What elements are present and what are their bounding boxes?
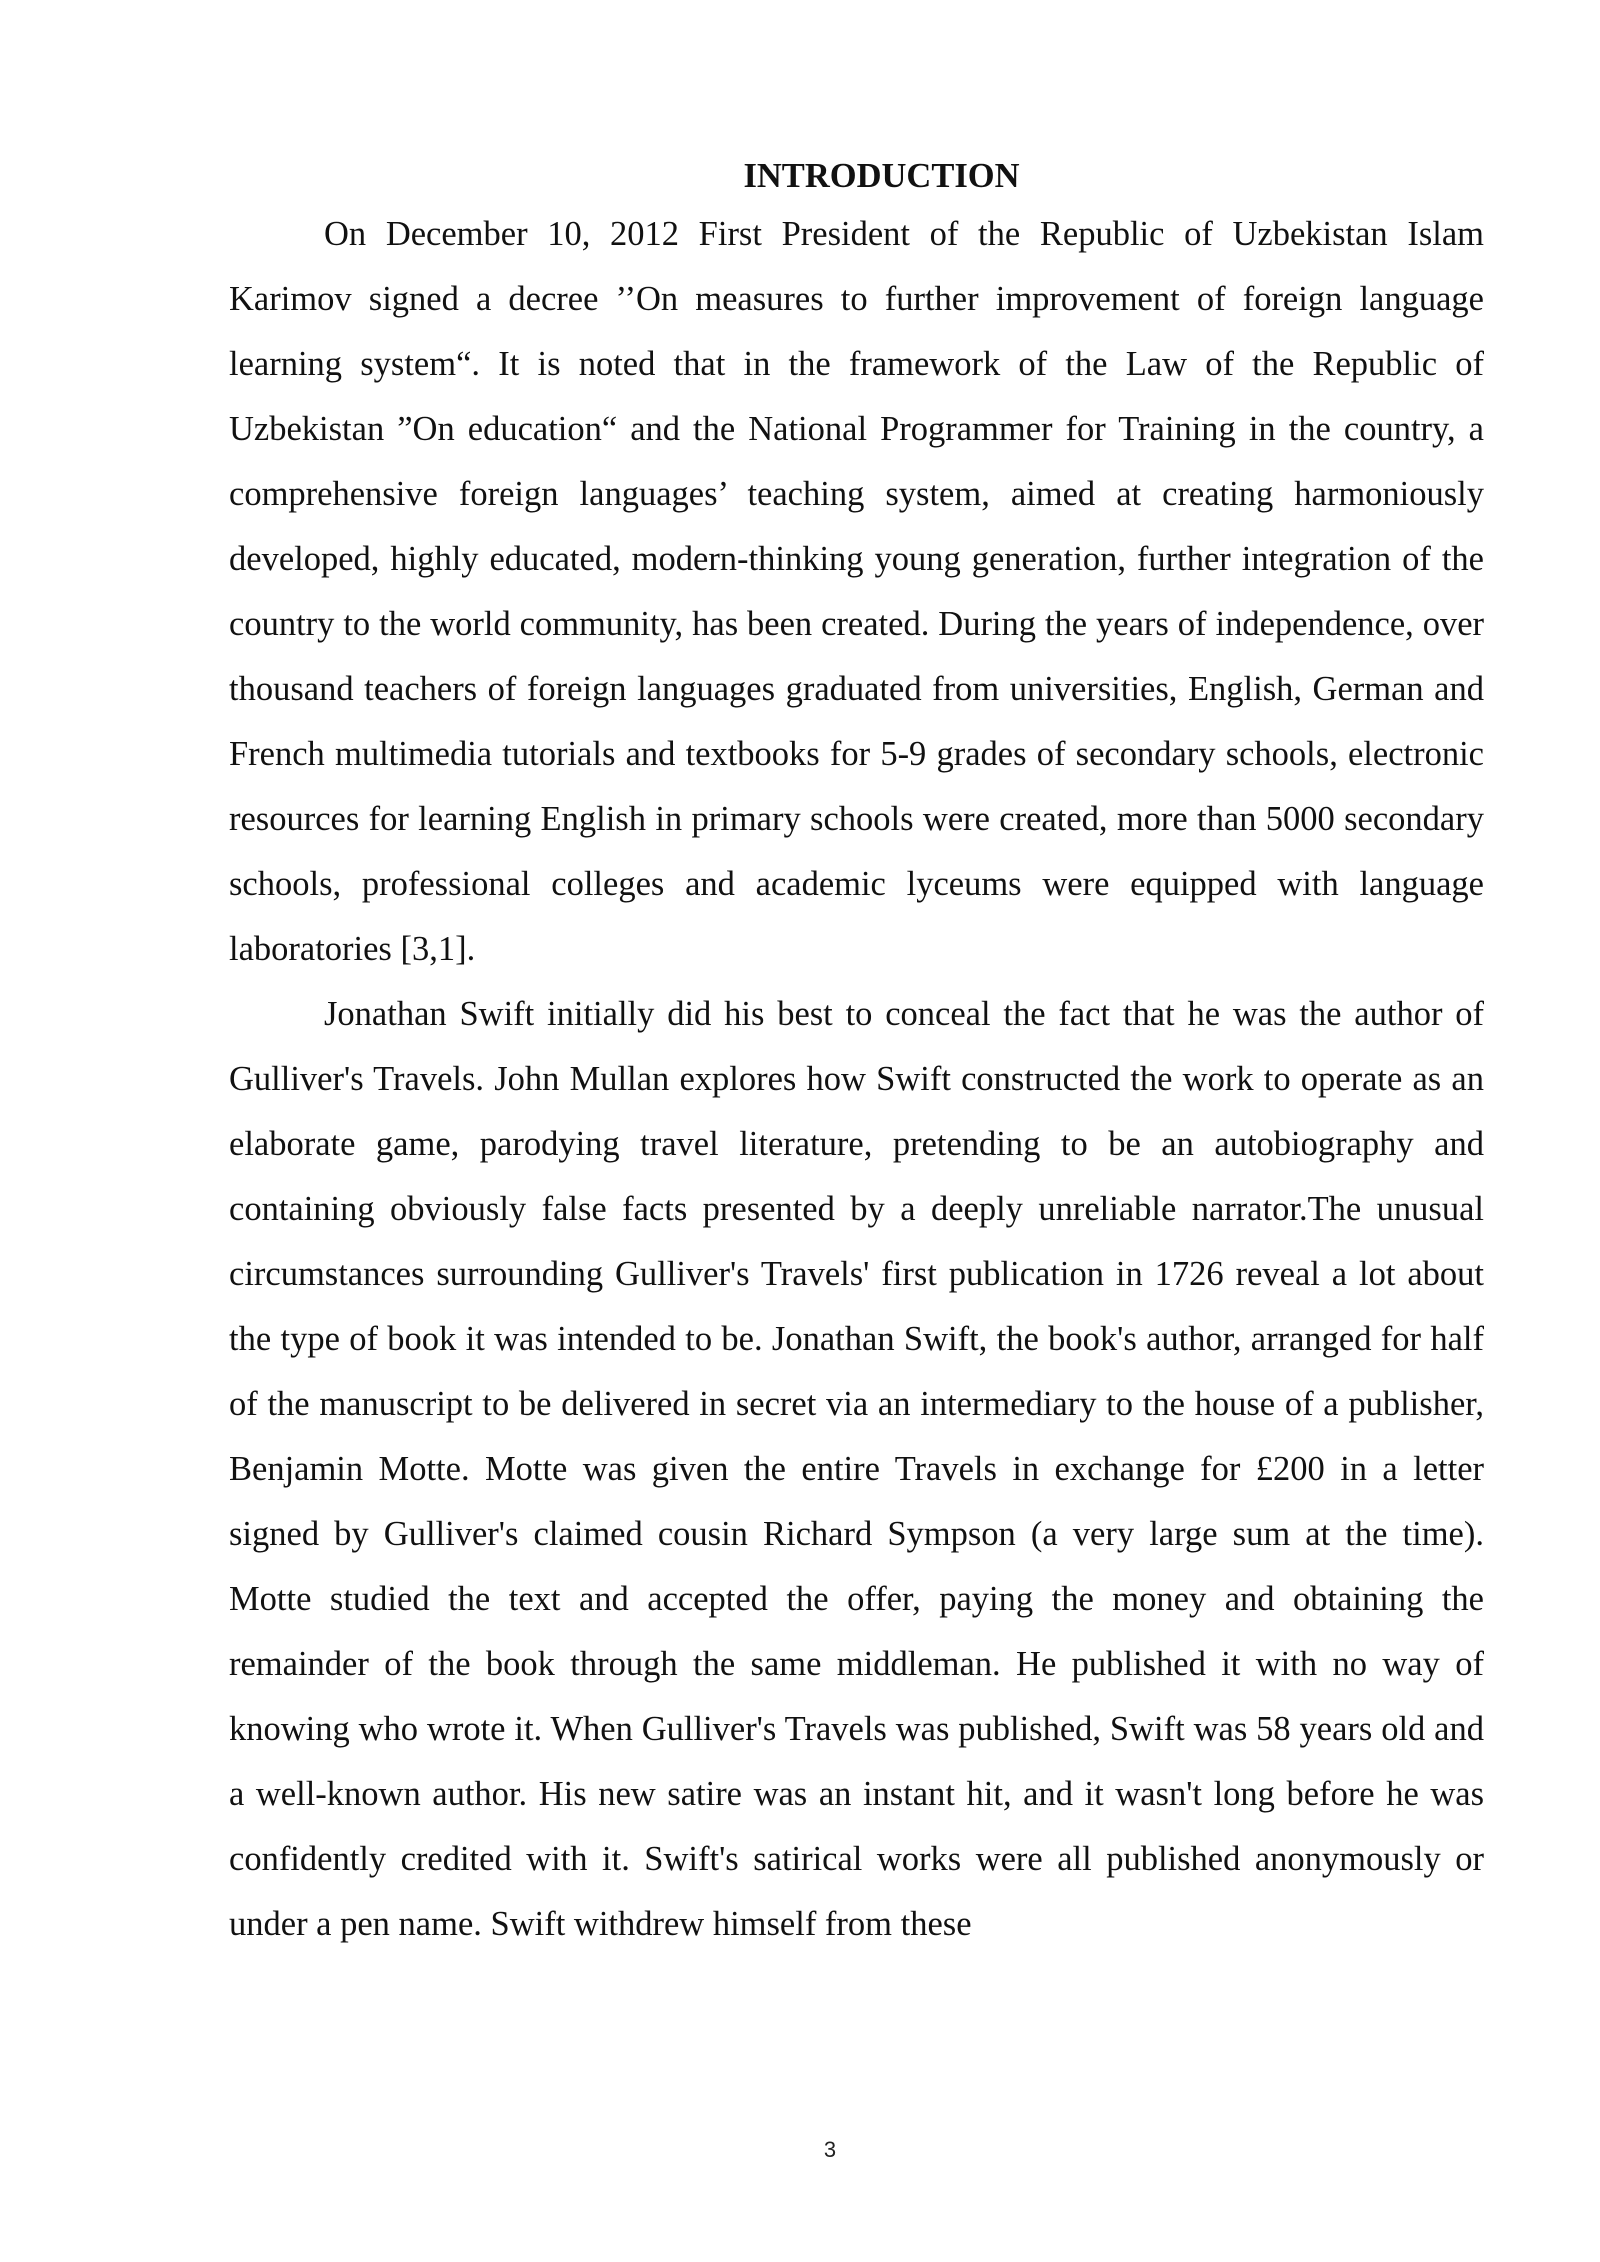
page-content — [229, 150, 1484, 1957]
paragraph-decree: On December 10, 2012 First President of the Republic of Uzbekistan Islam Karimov signed a decree ’’On measures to further improvement of foreign language learning system“. It is noted that in the framework of the Law of the Republic of Uzbekistan ”On education“ and the National Programmer for Training in the country, a comprehensive foreign languages’ teaching system, aimed at creating harmoniously developed, highly educated, modern-thinking young generation, further integration of the country to the world community, has been created. During the years of independence, over thousand teachers of foreign languages graduated from universities, English, German and French multimedia tutorials and textbooks for 5-9 grades of secondary schools, electronic resources for learning English in primary schools were created, more than 5000 secondary schools, professional colleges and academic lyceums were equipped with language laboratories [3,1]. — [229, 215, 1484, 968]
page-number: 3 — [823, 2137, 837, 2162]
paragraph-swift: Jonathan Swift initially did his best to conceal the fact that he was the author of Gulliver's Travels. John Mullan explores how Swift constructed the work to operate as an elaborate game, parodying travel literature, pretending to be an autobiography and containing obviously false facts presented by a deeply unreliable narrator.The unusual circumstances surrounding Gulliver's Travels' first publication in 1726 reveal a lot about the type of book it was intended to be. Jonathan Swift, the book's author, arranged for half of the manuscript to be delivered in secret via an intermediary to the house of a publisher, Benjamin Motte. Motte was given the entire Travels in exchange for £200 in a letter signed by Gulliver's claimed cousin Richard Sympson (a very large sum at the time). Motte studied the text and accepted the offer, paying the money and obtaining the remainder of the book through the same middleman. He published it with no way of knowing who wrote it. When Gulliver's Travels was published, Swift was 58 years old and a well-known author. His new satire was an instant hit, and it wasn't long before he was confidently credited with it. Swift's satirical works were all published anonymously or under a pen name. Swift withdrew himself from these — [229, 995, 1484, 1943]
section-heading: INTRODUCTION — [743, 157, 1020, 195]
